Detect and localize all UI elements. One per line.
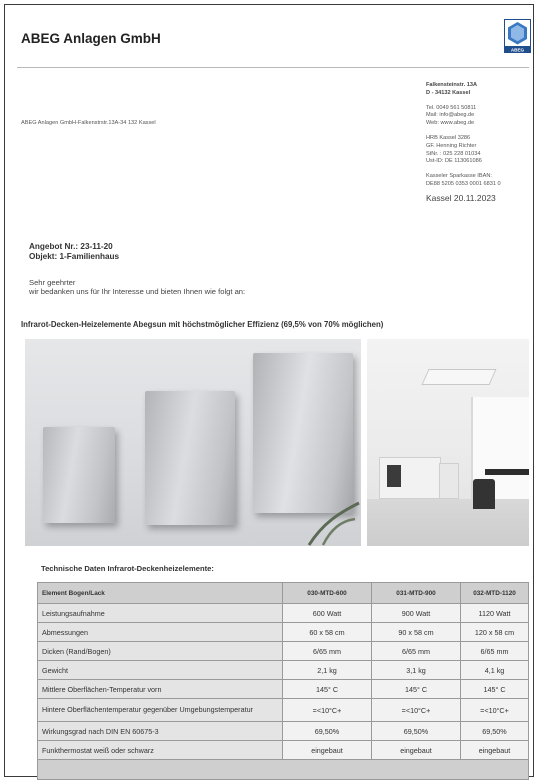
abeg-logo: [504, 19, 531, 53]
contact-street: Falkensteinstr. 13A: [426, 82, 477, 88]
greeting-salutation: Sehr geehrter: [29, 278, 76, 287]
panel-medium-image: [145, 391, 235, 525]
row-value: =<10°C+: [372, 699, 461, 722]
row-value: 6/65 mm: [372, 642, 461, 661]
ceiling-panel-image: [421, 369, 496, 385]
row-value: eingebaut: [461, 741, 529, 760]
table-row: [38, 661, 529, 680]
contact-ustid: Ust-ID: DE 113061086: [426, 158, 482, 165]
row-value: eingebaut: [372, 741, 461, 760]
row-value: 1120 Watt: [461, 604, 529, 623]
row-value: 60 x 58 cm: [283, 623, 372, 642]
greeting-block: [29, 278, 245, 296]
tech-header-element: Element Bogen/Lack: [38, 583, 283, 604]
row-value: 120 x 58 cm: [461, 623, 529, 642]
row-label: Wirkungsgrad nach DIN EN 60675-3: [38, 722, 283, 741]
row-value: 900 Watt: [372, 604, 461, 623]
tech-data-title: Technische Daten Infrarot-Deckenheizelemente:: [41, 564, 214, 573]
row-value: 69,50%: [372, 722, 461, 741]
table-row: [38, 642, 529, 661]
contact-stnr: StNr. : 025 228 01034: [426, 150, 481, 157]
row-value: 69,50%: [283, 722, 372, 741]
row-label: Funkthermostat weiß oder schwarz: [38, 741, 283, 760]
tech-header-model-2: 031-MTD-900: [372, 583, 461, 604]
document-page: [4, 4, 534, 777]
table-row: [38, 604, 529, 623]
table-footer-cell: [38, 760, 529, 780]
tech-data-table: [37, 582, 529, 780]
oven-image: [387, 465, 401, 487]
offer-block: [29, 242, 119, 262]
table-row: [38, 741, 529, 760]
contact-iban: DE88 5205 0353 0001 6831 0: [426, 180, 501, 187]
row-label: Leistungsaufnahme: [38, 604, 283, 623]
contact-gf: GF. Henning Richter: [426, 142, 477, 149]
row-label: Hintere Oberflächentemperatur gegenüber Umgebungstemperatur: [38, 699, 283, 722]
contact-city: D - 34132 Kassel: [426, 89, 471, 96]
panel-small-image: [43, 427, 115, 523]
offer-object: Objekt: 1-Familienhaus: [29, 252, 120, 261]
product-title: Infrarot-Decken-Heizelemente Abegsun mit höchstmöglicher Effizienz (69,5% von 70% möglichen): [21, 320, 384, 329]
table-row: [38, 623, 529, 642]
interior-room-photo: [367, 339, 529, 546]
row-label: Mittlere Oberflächen-Temperatur vorn: [38, 680, 283, 699]
logo-text: ABEG: [510, 47, 525, 53]
contact-block: [426, 82, 531, 203]
table-image: [485, 469, 529, 475]
chair-image: [473, 479, 495, 509]
row-value: 6/65 mm: [283, 642, 372, 661]
table-footer-row: [38, 760, 529, 780]
row-value: 90 x 58 cm: [372, 623, 461, 642]
tech-header-model-3: 032-MTD-1120: [461, 583, 529, 604]
contact-tel: Tel. 0049 561 50811: [426, 104, 477, 111]
table-row: [38, 722, 529, 741]
greeting-text: wir bedanken uns für Ihr Interesse und bieten Ihnen wie folgt an:: [29, 287, 246, 296]
kitchen-cabinet-side-image: [439, 463, 459, 499]
row-label: Dicken (Rand/Bogen): [38, 642, 283, 661]
row-value: =<10°C+: [461, 699, 529, 722]
contact-bank: Kasseler Sparkasse IBAN:: [426, 173, 492, 180]
row-label: Gewicht: [38, 661, 283, 680]
row-value: 600 Watt: [283, 604, 372, 623]
contact-web: Web: www.abeg.de: [426, 120, 475, 127]
letter-date: Kassel 20.11.2023: [426, 192, 496, 203]
floor-image: [367, 499, 529, 546]
row-value: eingebaut: [283, 741, 372, 760]
row-value: 3,1 kg: [372, 661, 461, 680]
contact-mail: Mail: info@abeg.de: [426, 112, 475, 119]
row-value: 69,50%: [461, 722, 529, 741]
row-value: =<10°C+: [283, 699, 372, 722]
sender-line: ABEG Anlagen GmbH-Falkenstrstr.13A-34 132 Kassel: [21, 120, 156, 126]
tech-header-model-1: 030-MTD-600: [283, 583, 372, 604]
heating-panels-photo: [25, 339, 361, 546]
row-label: Abmessungen: [38, 623, 283, 642]
company-name: ABEG Anlagen GmbH: [21, 31, 161, 46]
table-row: [38, 680, 529, 699]
row-value: 145° C: [283, 680, 372, 699]
row-value: 145° C: [372, 680, 461, 699]
row-value: 145° C: [461, 680, 529, 699]
tech-header-row: [38, 583, 529, 604]
row-value: 4,1 kg: [461, 661, 529, 680]
contact-hrb: HRB Kassel 3286: [426, 134, 471, 141]
row-value: 6/65 mm: [461, 642, 529, 661]
plant-leaf-image: [305, 489, 361, 546]
offer-number: Angebot Nr.: 23-11-20: [29, 242, 113, 251]
table-row: [38, 699, 529, 722]
header-divider: [17, 67, 529, 68]
row-value: 2,1 kg: [283, 661, 372, 680]
